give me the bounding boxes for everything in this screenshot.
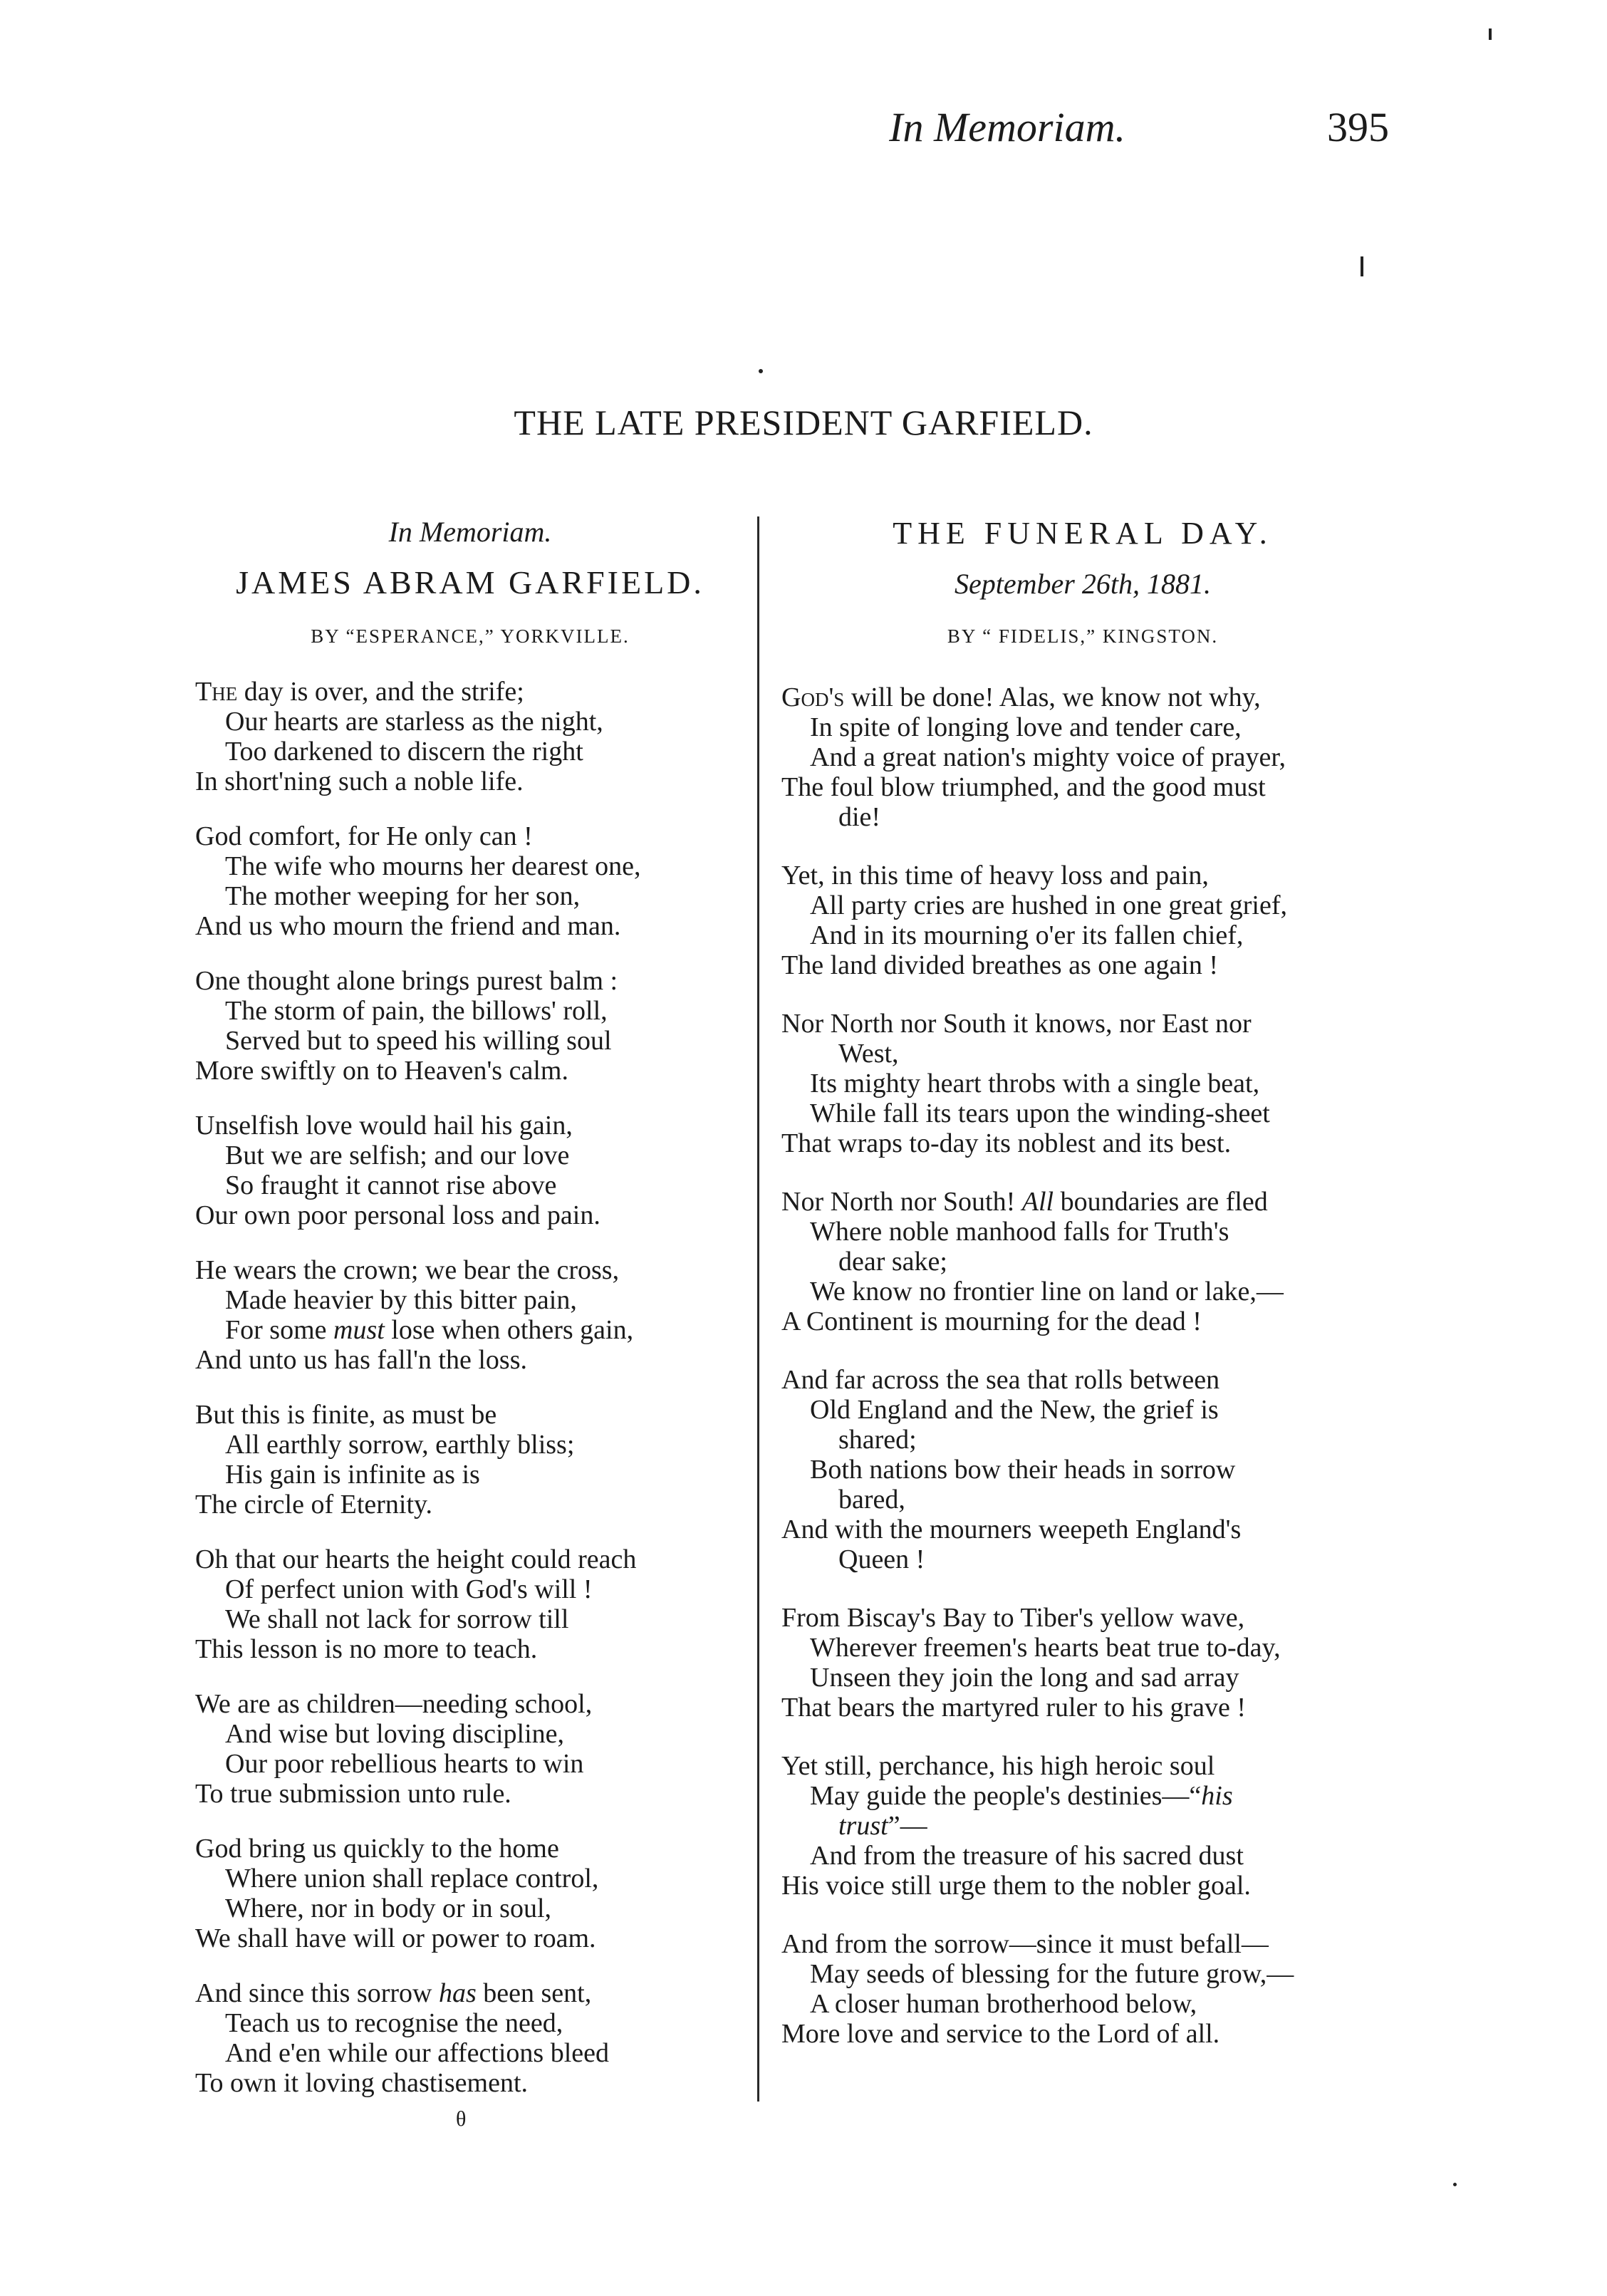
poem-line: This lesson is no more to teach. [195,1634,538,1664]
poem-line [781,1187,1373,1217]
emphasis: must [333,1315,385,1345]
stanza [195,1834,751,1953]
poem-line: But this is finite, as must be [195,1400,497,1430]
stanza [195,1978,751,2098]
poem-line: From Biscay's Bay to Tiber's yellow wave, [781,1603,1245,1633]
page-number: 395 [1327,104,1389,150]
stanza [781,682,1373,832]
poem-line: God comfort, for He only can ! [195,821,533,851]
poem-line: And far across the sea that rolls between [781,1365,1220,1395]
poem-line: Oh that our hearts the height could reach [195,1544,637,1574]
line-text: lose when others gain, [384,1315,634,1345]
line-text: will be done! Alas, we know not why, [844,682,1261,712]
poem-line: More swiftly on to Heaven's calm. [195,1056,568,1086]
initial-word: God's [781,682,845,712]
poem-line: We are as children—needing school, [195,1689,593,1719]
stanza [195,677,751,796]
poem-line: A Continent is mourning for the dead ! [781,1307,1202,1336]
poem-line: Our hearts are starless as the night, [225,707,603,737]
poem-line: And from the sorrow—since it must befall— [781,1929,1269,1959]
left-poem-body [195,677,751,2123]
poem-line: And in its mourning o'er its fallen chief, [810,920,1244,950]
stanza [195,821,751,941]
stanza [195,1111,751,1230]
poem-line: Teach us to recognise the need, [225,2008,563,2038]
right-poem-body [781,682,1373,2077]
initial-word: The [195,677,238,707]
poem-line: A closer human brotherhood below, [810,1989,1197,2019]
poem-line: Too darkened to discern the right [225,737,583,767]
poem-line: We know no frontier line on land or lake,— [810,1277,1284,1307]
poem-line: One thought alone brings purest balm : [195,966,618,996]
poem-line: More love and service to the Lord of all. [781,2019,1220,2049]
poem-line: And e'en while our affections bleed [225,2038,610,2068]
poem-line: We shall not lack for sorrow till [225,1604,569,1634]
left-poem-title: JAMES ABRAM GARFIELD. [236,564,704,601]
poem-line: His voice still urge them to the nobler goal. [781,1871,1251,1901]
poem-line: Queen ! [838,1544,925,1574]
left-memoriam-label: In Memoriam. [388,516,552,548]
poem-line: And with the mourners weepeth England's [781,1515,1242,1544]
column-divider [757,516,759,2102]
emphasis: has [438,1978,477,2008]
running-title: In Memoriam. [889,104,1125,150]
poem-line: West, [838,1039,899,1069]
poem-line: shared; [838,1425,917,1455]
poem-line: And a great nation's mighty voice of prayer, [810,742,1286,772]
poem-line: Where noble manhood falls for Truth's [810,1217,1229,1247]
poem-line: His gain is infinite as is [225,1460,480,1490]
poem-line: Where union shall replace control, [225,1864,599,1894]
line-text: And since this sorrow [195,1978,439,2008]
line-text: May guide the people's destinies—“ [810,1781,1202,1811]
poem-line: Both nations bow their heads in sorrow [810,1455,1236,1485]
emphasis: All [1021,1187,1054,1217]
poem-line: That bears the martyred ruler to his grave ! [781,1693,1247,1723]
poem-line: Our own poor personal loss and pain. [195,1200,600,1230]
emphasis: his [1201,1781,1233,1811]
footer-mark: θ [456,2107,467,2131]
poem-line: The storm of pain, the billows' roll, [225,996,608,1026]
poem-line: dear sake; [838,1247,947,1277]
stanza [195,1400,751,1520]
stanza [781,1603,1373,1723]
scan-speck [1489,28,1492,40]
poem-line [195,677,751,707]
poem-line: All party cries are hushed in one great grief, [810,890,1288,920]
poem-line: While fall its tears upon the winding-sheet [810,1098,1270,1128]
poem-line: To true submission unto rule. [195,1779,511,1809]
poem-line: In spite of longing love and tender care, [810,712,1242,742]
poem-line: He wears the crown; we bear the cross, [195,1255,620,1285]
stanza [195,966,751,1086]
poem-line: That wraps to-day its noblest and its best. [781,1128,1232,1158]
stanza [781,1365,1373,1574]
line-text: ”— [888,1811,927,1841]
left-poem-author: BY “ESPERANCE,” YORKVILLE. [311,625,630,647]
stanza [195,1544,751,1664]
poem-line: And us who mourn the friend and man. [195,911,621,941]
poem-line: May seeds of blessing for the future grow,— [810,1959,1294,1989]
poem-line: God bring us quickly to the home [195,1834,559,1864]
poem-line: In short'ning such a noble life. [195,767,524,796]
poem-line: Made heavier by this bitter pain, [225,1285,577,1315]
poem-line: Yet still, perchance, his high heroic soul [781,1751,1215,1781]
line-text: day is over, and the strife; [237,677,524,707]
stanza [195,1255,751,1375]
poem-line [781,1811,1373,1841]
line-text: boundaries are fled [1054,1187,1268,1217]
poem-line: Nor North nor South it knows, nor East nor [781,1009,1252,1039]
poem-line: But we are selfish; and our love [225,1141,570,1170]
right-poem-author: BY “ FIDELIS,” KINGSTON. [947,625,1219,647]
poem-line: Old England and the New, the grief is [810,1395,1219,1425]
stanza [781,1929,1373,2049]
poem-line: Where, nor in body or in soul, [225,1894,552,1923]
poem-line: To own it loving chastisement. [195,2068,529,2098]
line-text: For some [225,1315,333,1345]
poem-line: Our poor rebellious hearts to win [225,1749,584,1779]
line-text: been sent, [476,1978,592,2008]
poem-line: Served but to speed his willing soul [225,1026,612,1056]
poem-line: The land divided breathes as one again ! [781,950,1219,980]
stanza [781,1187,1373,1336]
poem-line: All earthly sorrow, earthly bliss; [225,1430,575,1460]
poem-line: And unto us has fall'n the loss. [195,1345,527,1375]
emphasis: trust [838,1811,888,1841]
stanza [781,1009,1373,1158]
poem-line: Of perfect union with God's will ! [225,1574,593,1604]
stanza [781,1751,1373,1901]
poem-line [781,682,1373,712]
poem-line: We shall have will or power to roam. [195,1923,596,1953]
poem-line: The mother weeping for her son, [225,881,581,911]
poem-line: bared, [838,1485,905,1515]
stanza [781,861,1373,980]
poem-line: And wise but loving discipline, [225,1719,565,1749]
right-poem-title: THE FUNERAL DAY. [893,516,1273,551]
scan-speck [1361,256,1363,276]
poem-line: The circle of Eternity. [195,1490,433,1520]
poem-line: Wherever freemen's hearts beat true to-day, [810,1633,1281,1663]
poem-line [781,1781,1373,1811]
poem-line: And from the treasure of his sacred dust [810,1841,1244,1871]
poem-line [195,1315,751,1345]
line-text: Nor North nor South! [781,1187,1022,1217]
scan-speck [759,369,763,373]
poem-line: Yet, in this time of heavy loss and pain, [781,861,1209,890]
poem-line: The foul blow triumphed, and the good must [781,772,1266,802]
poem-line: die! [838,802,881,832]
scan-speck [1453,2183,1457,2186]
poem-line: Its mighty heart throbs with a single beat, [810,1069,1260,1098]
poem-line: So fraught it cannot rise above [225,1170,557,1200]
poem-line: Unseen they join the long and sad array [810,1663,1239,1693]
right-poem-date: September 26th, 1881. [955,568,1211,600]
main-title: THE LATE PRESIDENT GARFIELD. [514,402,1093,442]
stanza [195,1689,751,1809]
poem-line [195,1978,751,2008]
poem-line: The wife who mourns her dearest one, [225,851,641,881]
poem-line: Unselfish love would hail his gain, [195,1111,573,1141]
